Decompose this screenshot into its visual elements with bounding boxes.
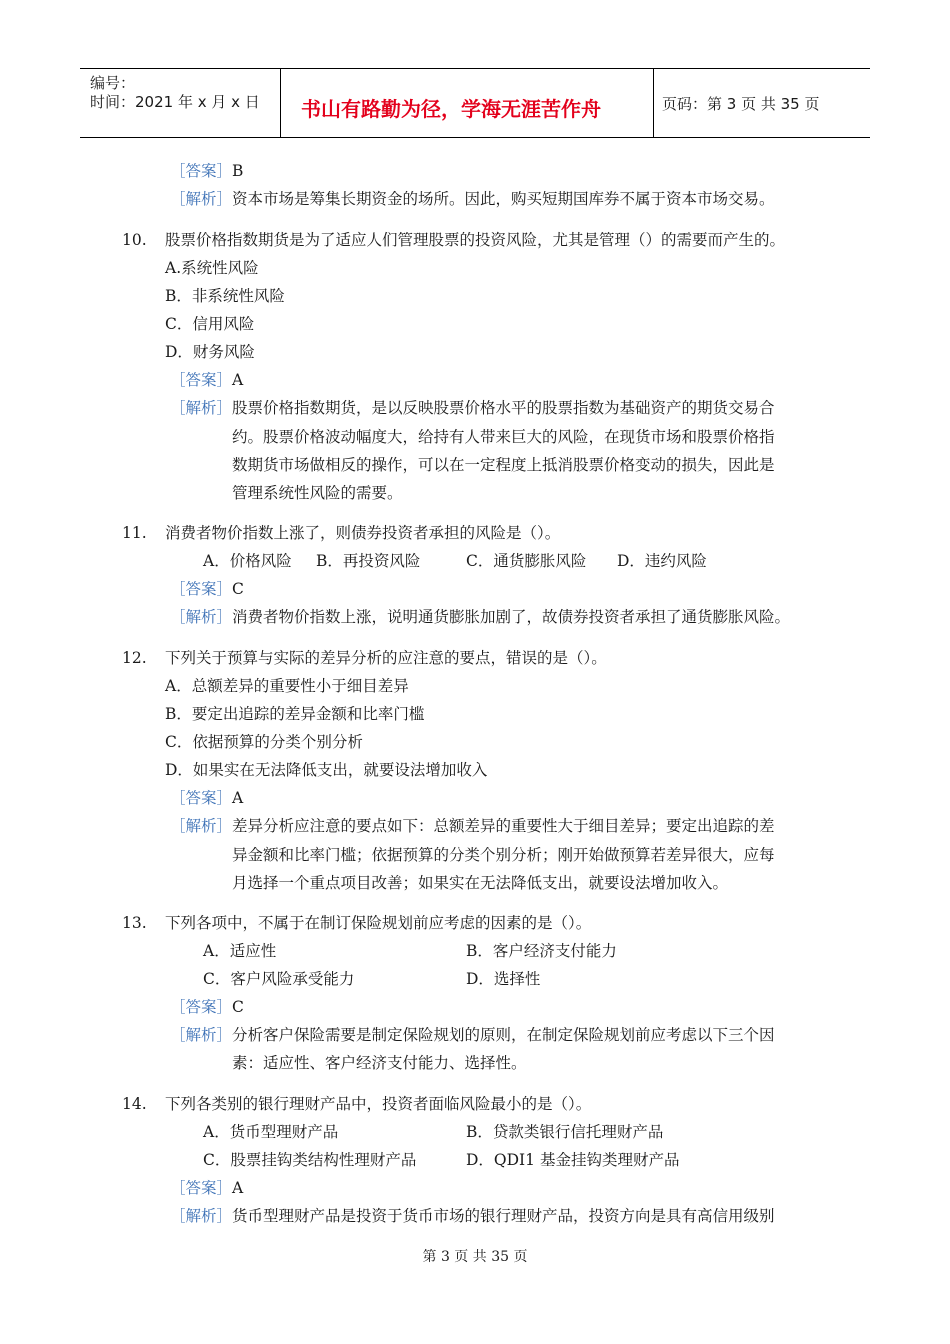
option: C．客户风险承受能力 xyxy=(203,970,355,988)
question-number: 11. xyxy=(122,524,147,542)
question-number: 13. xyxy=(122,914,147,932)
option: B．非系统性风险 xyxy=(165,287,285,305)
analysis-line xyxy=(170,607,790,627)
analysis-text: 数期货市场做相反的操作，可以在一定程度上抵消股票价格变动的损失，因此是 xyxy=(232,456,775,474)
answer-value: A xyxy=(232,789,244,807)
analysis-text: 消费者物价指数上涨，说明通货膨胀加剧了，故债券投资者承担了通货膨胀风险。 xyxy=(232,608,791,626)
analysis-text: 月选择一个重点项目改善；如果实在无法降低支出，就要设法增加收入。 xyxy=(232,874,729,892)
analysis-text: 差异分析应注意的要点如下：总额差异的重要性大于细目差异；要定出追踪的差 xyxy=(232,817,775,835)
answer-line xyxy=(170,788,243,808)
option: B．要定出追踪的差异金额和比率门槛 xyxy=(165,705,425,723)
answer-tag: ［答案］ xyxy=(170,998,233,1016)
answer-value: C xyxy=(232,998,244,1016)
answer-line xyxy=(170,997,244,1017)
answer-tag: ［答案］ xyxy=(170,1179,233,1197)
analysis-line xyxy=(170,1025,775,1045)
question-text: 下列各项中，不属于在制订保险规划前应考虑的因素的是（）。 xyxy=(165,914,592,932)
answer-line xyxy=(170,370,243,390)
answer-value: C xyxy=(232,580,244,598)
analysis-text: 股票价格指数期货，是以反映股票价格水平的股票指数为基础资产的期货交易合 xyxy=(232,399,775,417)
header-page-cell xyxy=(654,69,870,137)
answer-tag: ［答案］ xyxy=(170,371,233,389)
page-footer: 第 3 页 共 35 页 xyxy=(422,1249,528,1265)
question-text: 消费者物价指数上涨了，则债券投资者承担的风险是（）。 xyxy=(165,524,561,542)
option: B．贷款类银行信托理财产品 xyxy=(466,1123,664,1141)
answer-value: B xyxy=(232,162,244,180)
analysis-line xyxy=(170,816,775,836)
analysis-tag: ［解析］ xyxy=(170,1026,233,1044)
analysis-tag: ［解析］ xyxy=(170,1207,233,1225)
question-text: 下列关于预算与实际的差异分析的应注意的要点，错误的是（）。 xyxy=(165,649,607,667)
analysis-text: 分析客户保险需要是制定保险规划的原则，在制定保险规划前应考虑以下三个因 xyxy=(232,1026,775,1044)
number-label: 编号： xyxy=(90,74,136,92)
time-label: 时间：2021 年 x 月 x 日 xyxy=(90,93,260,111)
answer-line xyxy=(170,161,243,181)
option: C．信用风险 xyxy=(165,315,255,333)
option: A．总额差异的重要性小于细目差异 xyxy=(165,677,409,695)
option: B．客户经济支付能力 xyxy=(466,942,617,960)
option: D．如果实在无法降低支出，就要设法增加收入 xyxy=(165,761,488,779)
option: A．价格风险 xyxy=(203,552,292,570)
analysis-text: 管理系统性风险的需要。 xyxy=(232,484,403,502)
header-meta-cell xyxy=(80,69,281,137)
page-code: 页码：第 3 页 共 35 页 xyxy=(662,95,820,113)
analysis-line xyxy=(170,398,775,418)
analysis-text: 异金额和比率门槛；依据预算的分类个别分析；刚开始做预算若差异很大，应每 xyxy=(232,846,775,864)
option: D．违约风险 xyxy=(617,552,707,570)
analysis-text: 货币型理财产品是投资于货币市场的银行理财产品，投资方向是具有高信用级别 xyxy=(232,1207,775,1225)
question-text: 股票价格指数期货是为了适应人们管理股票的投资风险，尤其是管理（）的需要而产生的。 xyxy=(165,231,786,249)
answer-tag: ［答案］ xyxy=(170,789,233,807)
answer-value: A xyxy=(232,371,244,389)
option: D．选择性 xyxy=(466,970,541,988)
option: D．QDI1 基金挂钩类理财产品 xyxy=(466,1151,680,1169)
page-header xyxy=(80,68,870,138)
option: C．股票挂钩类结构性理财产品 xyxy=(203,1151,417,1169)
option: B．再投资风险 xyxy=(316,552,421,570)
question-number: 12. xyxy=(122,649,147,667)
analysis-text: 素：适应性、客户经济支付能力、选择性。 xyxy=(232,1054,527,1072)
answer-value: A xyxy=(232,1179,244,1197)
option: C．依据预算的分类个别分析 xyxy=(165,733,363,751)
answer-tag: ［答案］ xyxy=(170,580,233,598)
question-text: 下列各类别的银行理财产品中，投资者面临风险最小的是（）。 xyxy=(165,1095,592,1113)
answer-line xyxy=(170,579,244,599)
answer-line xyxy=(170,1178,243,1198)
analysis-tag: ［解析］ xyxy=(170,190,233,208)
analysis-text: 约。股票价格波动幅度大，给持有人带来巨大的风险，在现货市场和股票价格指 xyxy=(232,428,775,446)
option: A．货币型理财产品 xyxy=(203,1123,339,1141)
option: A．适应性 xyxy=(203,942,277,960)
analysis-tag: ［解析］ xyxy=(170,817,233,835)
analysis-line xyxy=(170,189,775,209)
option: A.系统性风险 xyxy=(165,259,259,277)
answer-tag: ［答案］ xyxy=(170,162,233,180)
header-motto-cell xyxy=(281,69,654,137)
analysis-text: 资本市场是筹集长期资金的场所。因此，购买短期国库券不属于资本市场交易。 xyxy=(232,190,775,208)
analysis-tag: ［解析］ xyxy=(170,608,233,626)
question-number: 10. xyxy=(122,231,147,249)
option: C．通货膨胀风险 xyxy=(466,552,587,570)
motto: 书山有路勤为径，学海无涯苦作舟 xyxy=(301,97,601,121)
analysis-line xyxy=(170,1206,775,1226)
question-number: 14. xyxy=(122,1095,147,1113)
option: D．财务风险 xyxy=(165,343,255,361)
analysis-tag: ［解析］ xyxy=(170,399,233,417)
